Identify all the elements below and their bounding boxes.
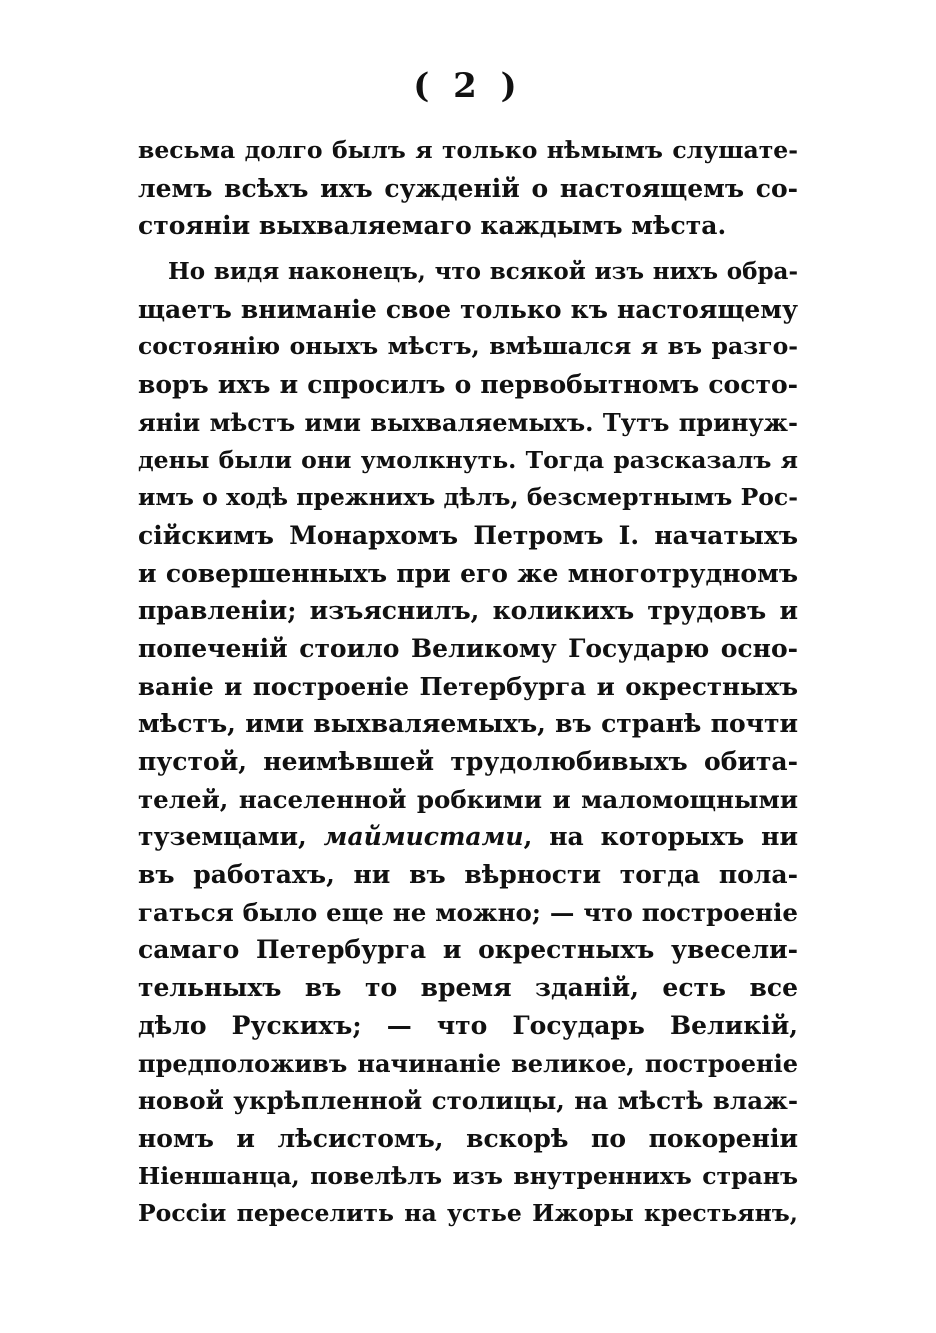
text-line: щаетъ вниманіе свое только къ настоящему — [138, 294, 798, 324]
text-line: сійскимъ Монархомъ Петромъ I. начатыхъ — [138, 520, 798, 550]
text-line: правленіи; изъяснилъ, коликихъ трудовъ и — [138, 596, 798, 626]
text-line: новой укрѣпленной столицы, на мѣстѣ влаж- — [138, 1086, 798, 1116]
text-line: яніи мѣстъ ими выхваляемыхъ. Тутъ принуж- — [138, 407, 798, 437]
text-line — [138, 818, 798, 856]
body-text — [138, 132, 798, 1233]
text-line: весьма долго былъ я только нѣмымъ слушате- — [138, 136, 798, 164]
text-segment: , на которыхъ ни — [523, 822, 798, 852]
text-line: гаться было еще не можно; — что построеніе — [138, 897, 798, 927]
text-line: самаго Петербурга и окрестныхъ увесели- — [138, 935, 798, 965]
text-line: лемъ всѣхъ ихъ сужденій о настоящемъ со- — [138, 173, 798, 203]
text-line: дены были они умолкнуть. Тогда разсказалъ я — [138, 445, 798, 474]
text-line: телей, населенной робкими и маломощными — [138, 784, 798, 814]
text-line: въ работахъ, ни въ вѣрности тогда пола- — [138, 860, 798, 890]
text-line: номъ и лѣсистомъ, вскорѣ по покореніи — [138, 1123, 798, 1153]
text-line: тельныхъ въ то время зданій, есть все — [138, 973, 798, 1003]
text-line: предположивъ начинаніе великое, построеніе — [138, 1048, 798, 1078]
paragraph-2 — [138, 253, 798, 1233]
page-number: ( 2 ) — [413, 66, 523, 106]
text-line: имъ о ходѣ прежнихъ дѣлъ, безсмертнымъ Рос- — [138, 483, 798, 512]
text-line: и совершенныхъ при его же многотрудномъ — [138, 558, 798, 588]
text-line: мѣстъ, ими выхваляемыхъ, въ странѣ почти — [138, 709, 798, 739]
text-line: Ніеншанца, повелѣлъ изъ внутреннихъ странъ — [138, 1161, 798, 1190]
text-line: ваніе и построеніе Петербурга и окрестныхъ — [138, 671, 798, 701]
text-line: Но видя наконецъ, что всякой изъ нихъ обра- — [168, 258, 798, 286]
italic-term: маймистами — [323, 822, 524, 852]
text-line: стояніи выхваляемаго каждымъ мѣста. — [138, 211, 727, 241]
text-line: воръ ихъ и спросилъ о первобытномъ состо- — [138, 370, 798, 400]
text-segment: туземцами, — [138, 822, 307, 852]
text-line: состоянію оныхъ мѣстъ, вмѣшался я въ разго- — [138, 332, 798, 361]
paragraph-1 — [138, 132, 798, 245]
text-line: Россіи переселить на устье Ижоры крестьянъ, — [138, 1199, 798, 1228]
text-line: дѣло Рускихъ; — что Государь Великій, — [138, 1010, 798, 1040]
text-line: пустой, неимѣвшей трудолюбивыхъ обита- — [138, 747, 798, 776]
text-line: попеченій стоило Великому Государю осно- — [138, 633, 798, 663]
